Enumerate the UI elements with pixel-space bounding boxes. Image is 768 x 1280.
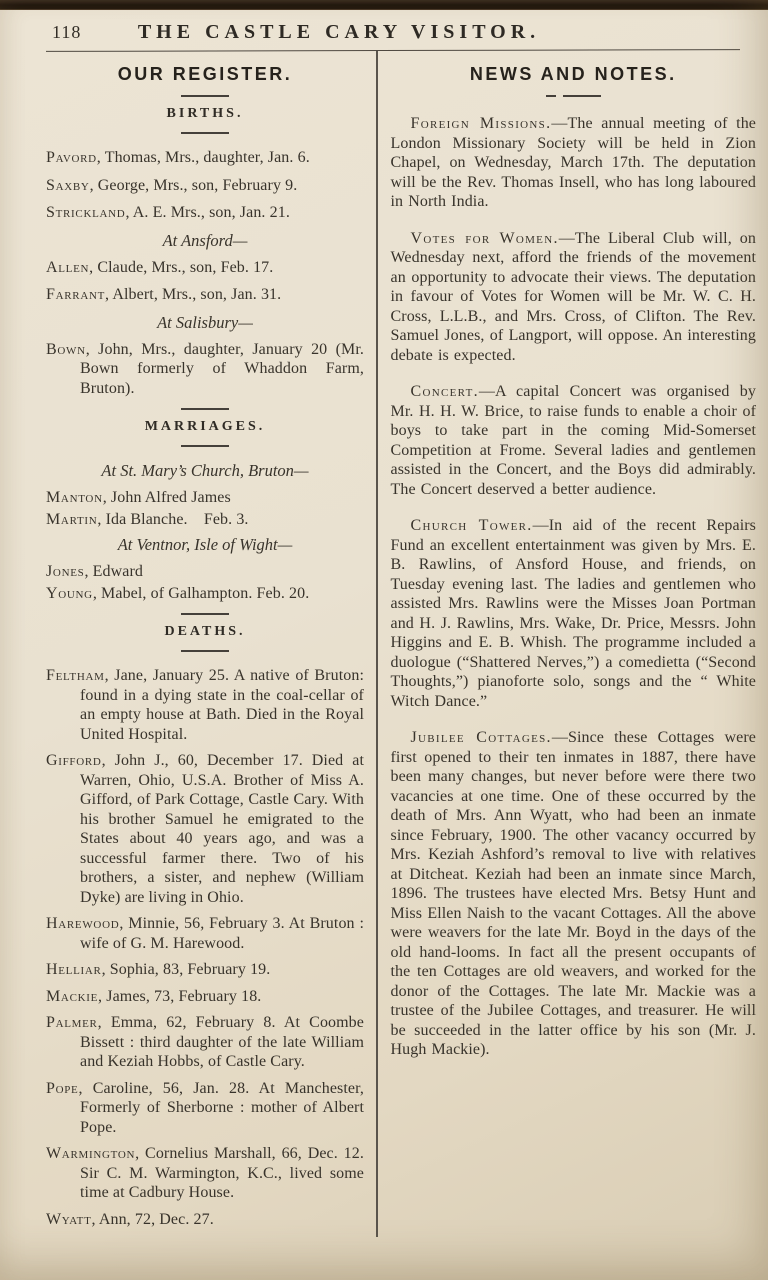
right-column-news-and-notes	[378, 51, 761, 1237]
surname: Jones	[46, 563, 85, 580]
two-column-layout	[46, 51, 760, 1237]
death-entry	[46, 666, 364, 744]
book-edge-band	[0, 0, 768, 10]
news-articles	[391, 114, 757, 1060]
surname: Helliar	[46, 961, 102, 978]
article-church-tower	[391, 516, 757, 711]
surname: Pavord	[46, 149, 97, 166]
surname: Gifford	[46, 752, 102, 769]
article-title: Foreign Missions.	[410, 115, 552, 132]
entry-text: , Edward	[84, 563, 144, 580]
article-concert	[391, 382, 757, 499]
surname: Warmington	[46, 1145, 136, 1162]
short-rule	[181, 132, 229, 134]
article-title: Concert.	[410, 383, 479, 400]
article-body: —Since these Cottages were first opened to their ten inmates in 1887, there have been many changes, but never before were there two vacancies at one time. One of these occurred by the death of Mrs. Ann Wyatt, who had been an inmate since February, 1900. The other vacancy occurred by Mrs. Keziah Ashford’s removal to live with relatives at Ditcheat. Keziah had been an inmate since March, 1896. The trustees have elected Mrs. Betsy Hunt and Miss Ellen Naish to the vacant Cottages. All the above were weavers for the late Mr. Boyd in the days of the old hand-looms. In fact all the present occupants of the ten Cottages are old weavers, and worked for the donor of the Cottages. The late Mr. Mackie was a trustee of the Jubilee Cottages, and treasurer. He will be succeeded in the latter office by his son (Mr. J. Hugh Mackie).	[390, 729, 756, 1058]
birth-entry	[46, 203, 364, 223]
death-entry	[46, 1144, 364, 1203]
surname: Young	[46, 584, 93, 602]
left-column-our-register	[46, 51, 376, 1237]
page-header	[0, 10, 768, 50]
short-rule	[181, 408, 229, 410]
surname: Palmer	[46, 1014, 98, 1031]
surname: Manton	[46, 489, 103, 506]
entry-text: , George, Mrs., son, February 9.	[89, 176, 298, 194]
death-entry	[46, 960, 364, 980]
marriage-entry	[46, 488, 364, 508]
death-entry	[46, 914, 364, 953]
article-body: —A capital Concert was organised by Mr. H. H. W. Brice, to raise funds to enable a choir of boys to take part in the coming Mid-Somerset Competition at Frome. Several ladies and gentlemen assisted in the Concert, and the Boys did admirably. The Concert deserved a better audience.	[390, 383, 756, 498]
article-jubilee-cottages	[391, 728, 757, 1060]
entry-text: , Ida Blanche. Feb. 3.	[97, 510, 249, 528]
short-rule	[181, 650, 229, 652]
deaths-section	[46, 624, 364, 1229]
deaths-entries	[46, 666, 364, 1229]
entry-text: , Minnie, 56, February 3. At Bruton : wife of G. M. Harewood.	[80, 915, 364, 952]
entry-text: , Claude, Mrs., son, Feb. 17.	[89, 258, 274, 276]
article-body: —In aid of the recent Repairs Fund an excellent entertainment was given by Mrs. E. B. Rawlins, of Ansford House, and friends, on Tuesday evening last. The ladies and gentlemen who assisted Mrs. Rawlins were the Misses Joan Portman and H. J. Rawlins, Mrs. Wake, Dr. Price, Messrs. John Higgins and E. B. Whish. The programme included a duologue (“Shattered Nerves,”) a comedietta (“Second Thoughts,”) pianoforte solo, songs and the “ White Witch Dance.”	[390, 517, 756, 710]
surname: Pope	[46, 1079, 79, 1097]
entry-text: , John Alfred James	[102, 489, 231, 506]
death-entry	[46, 751, 364, 907]
place-subheading: At Salisbury—	[157, 312, 253, 332]
article-body: —The annual meeting of the London Missionary Society will be held in Zion Chapel, on Wednesday, March 17th. The deputation will be the Rev. Thomas Insell, who has long laboured in North India.	[390, 115, 756, 210]
page-title: THE CASTLE CARY VISITOR.	[137, 21, 541, 43]
death-entry	[46, 987, 364, 1007]
article-title: Jubilee Cottages.	[410, 729, 552, 746]
birth-entry	[46, 176, 364, 196]
marriage-entry	[46, 510, 364, 530]
article-title: Votes for Women.	[410, 229, 559, 247]
surname: Saxby	[46, 176, 90, 194]
entry-text: , Mabel, of Galhampton. Feb. 20.	[92, 584, 310, 602]
short-rule	[181, 445, 229, 447]
marriage-entry	[46, 562, 364, 582]
article-votes-for-women	[391, 229, 757, 366]
entry-text: , Emma, 62, February 8. At Coombe Bissett : third daughter of the late William and Keziah Hobbs, of Castle Cary.	[80, 1014, 364, 1070]
entry-text: , Cornelius Marshall, 66, Dec. 12. Sir C. M. Warmington, K.C., lived some time at Cadbury House.	[80, 1145, 364, 1201]
left-column-heading: OUR REGISTER.	[117, 64, 293, 84]
marriages-section	[46, 419, 364, 603]
place-subheading: At Ventnor, Isle of Wight—	[117, 535, 293, 554]
place-subheading: At St. Mary’s Church, Bruton—	[101, 461, 309, 480]
surname: Martin	[46, 510, 98, 528]
entry-text: , Thomas, Mrs., daughter, Jan. 6.	[96, 149, 310, 166]
surname: Allen	[46, 258, 90, 276]
short-rule-broken	[391, 95, 757, 97]
birth-entry	[46, 340, 364, 399]
surname: Wyatt	[46, 1210, 92, 1228]
birth-entry	[46, 258, 364, 278]
article-body: —The Liberal Club will, on Wednesday next, afford the friends of the movement an opportunity to advocate their views. The deputation in favour of Votes for Women will be Mr. W. C. H. Cross, L.L.B., and Mrs. Cross, of Clifton. The Rev. Samuel Jones, of Langport, will oppose. An interesting debate is expected.	[390, 229, 757, 364]
surname: Mackie	[46, 987, 99, 1005]
births-heading: BIRTHS.	[166, 106, 244, 121]
surname: Bown	[46, 340, 86, 358]
entry-text: , A. E. Mrs., son, Jan. 21.	[125, 204, 290, 221]
marriages-heading: MARRIAGES.	[144, 419, 266, 434]
entry-text: , Jane, January 25. A native of Bruton: found in a dying state in the coal-cellar of an empty house at Bath. Died in the Royal United Hospital.	[80, 667, 364, 743]
article-foreign-missions	[391, 114, 757, 212]
right-column-heading: NEWS AND NOTES.	[469, 64, 677, 84]
death-entry	[46, 1210, 364, 1230]
entry-text: , James, 73, February 18.	[98, 987, 262, 1005]
article-title: Church Tower.	[410, 517, 533, 534]
short-rule	[181, 613, 229, 615]
entry-text: , Ann, 72, Dec. 27.	[91, 1210, 214, 1228]
place-subheading: At Ansford—	[162, 230, 248, 250]
birth-entry	[46, 148, 364, 168]
death-entry	[46, 1013, 364, 1072]
surname: Feltham	[46, 667, 105, 684]
deaths-heading: DEATHS.	[164, 624, 246, 639]
surname: Harewood	[46, 915, 120, 932]
births-section	[46, 106, 364, 398]
entry-text: , Sophia, 83, February 19.	[101, 961, 271, 978]
death-entry	[46, 1079, 364, 1138]
surname: Strickland	[46, 204, 126, 221]
entry-text: , John J., 60, December 17. Died at Warren, Ohio, U.S.A. Brother of Miss A. Gifford, of Park Cottage, Castle Cary. With his brother Samuel he emigrated to the States about 40 years ago, and was a successful farmer there. Two of his brothers, a sister, and nephew (William Dyke) are living in Ohio.	[80, 752, 364, 906]
short-rule	[181, 95, 229, 97]
surname: Farrant	[46, 286, 106, 303]
entry-text: , John, Mrs., daughter, January 20 (Mr. Bown formerly of Whaddon Farm, Bruton).	[80, 340, 364, 397]
page-number: 118	[52, 22, 82, 42]
entry-text: , Albert, Mrs., son, Jan. 31.	[105, 286, 282, 303]
marriage-entry	[46, 584, 364, 604]
entry-text: , Caroline, 56, Jan. 28. At Manchester, Formerly of Sherborne : mother of Albert Pope.	[78, 1079, 364, 1136]
marriages-entries	[46, 461, 364, 603]
birth-entry	[46, 285, 364, 305]
births-entries	[46, 148, 364, 398]
